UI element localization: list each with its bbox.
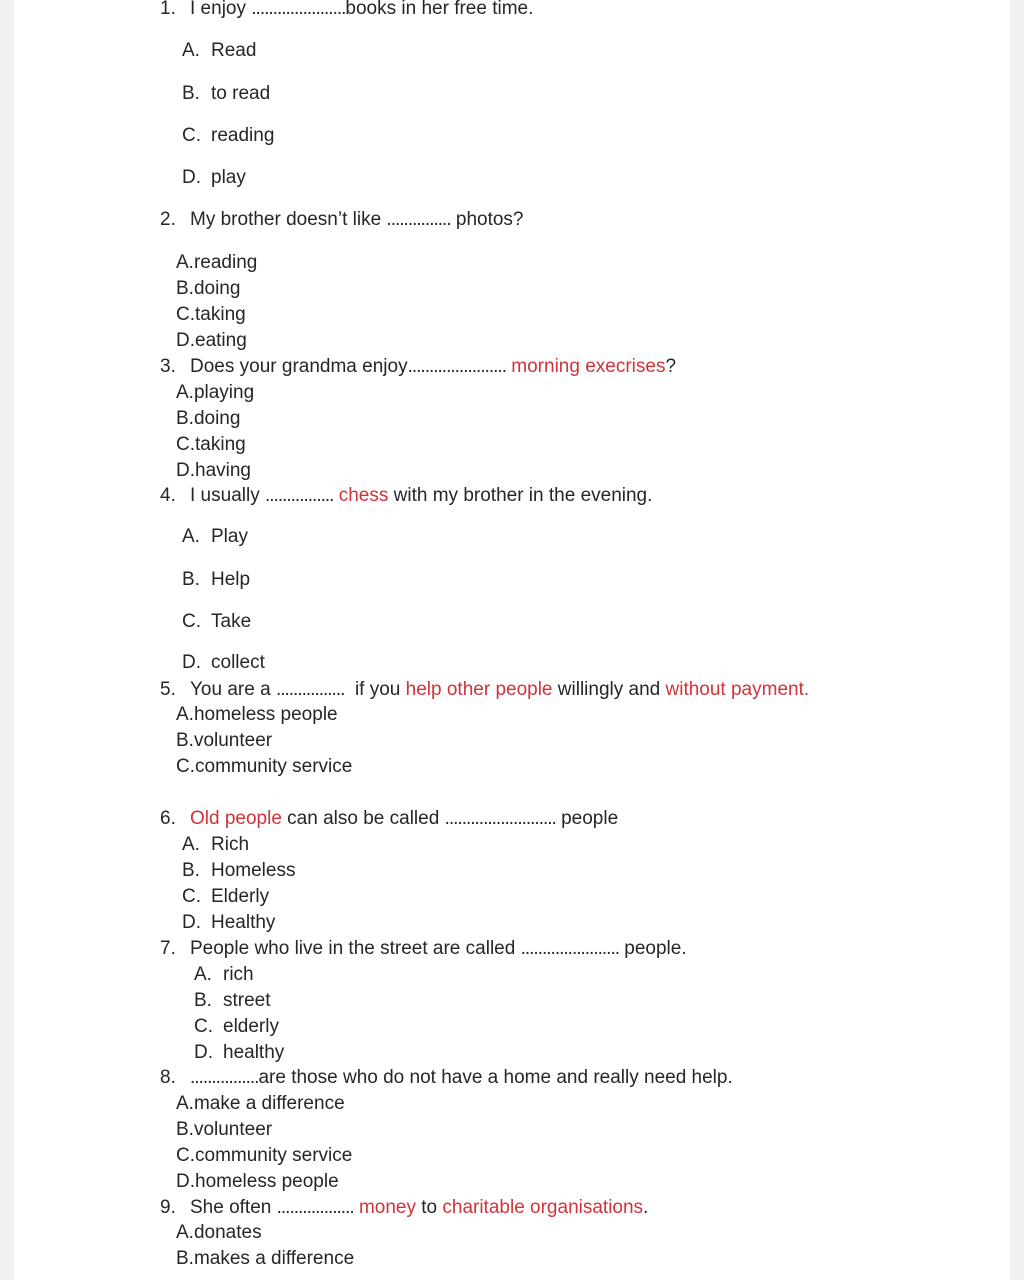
question-7: 7. People who live in the street are called ....................... people. — [160, 938, 687, 959]
question-8: 8. ................are those who do not have a home and really need help. — [160, 1067, 733, 1088]
option-a: A.homeless people — [176, 704, 338, 725]
option-b: B. Homeless — [182, 860, 296, 881]
question-2: 2. My brother doesn’t like ............... photos? — [160, 209, 524, 230]
answer-blank: ................ — [264, 485, 334, 506]
question-number: 7. — [160, 938, 176, 959]
option-c: C. elderly — [194, 1016, 279, 1037]
option-d: D.having — [176, 460, 251, 481]
option-c: C.taking — [176, 434, 246, 455]
question-9: 9. She often .................. money to charitable organisations. — [160, 1197, 649, 1218]
option-d: D.eating — [176, 330, 247, 351]
option-d: D. collect — [182, 652, 265, 673]
option-b: B.makes a difference — [176, 1248, 355, 1269]
option-b: B. street — [194, 990, 271, 1011]
option-a: A. Read — [182, 40, 257, 61]
question-number: 8. — [160, 1067, 176, 1088]
question-number: 2. — [160, 209, 176, 230]
option-b: B.doing — [176, 408, 241, 429]
option-c: C. reading — [182, 125, 275, 146]
answer-blank: ................ — [275, 679, 345, 700]
option-d: D. Healthy — [182, 912, 276, 933]
option-c: C.community service — [176, 756, 353, 777]
option-b: B. to read — [182, 83, 271, 104]
answer-blank: ....................... — [407, 356, 506, 377]
highlighted-phrase: charitable organisations — [442, 1197, 644, 1218]
option-a: A.donates — [176, 1222, 262, 1243]
highlighted-phrase: chess — [338, 485, 389, 506]
option-a: A. Rich — [182, 834, 250, 855]
question-number: 4. — [160, 485, 176, 506]
question-3: 3. Does your grandma enjoy....................... morning execrises? — [160, 356, 677, 377]
option-b: B.volunteer — [176, 730, 273, 751]
option-b: B.doing — [176, 278, 241, 299]
option-c: C.community service — [176, 1145, 353, 1166]
highlighted-phrase: morning execrises — [511, 356, 666, 377]
option-a: A. rich — [194, 964, 254, 985]
question-number: 3. — [160, 356, 176, 377]
worksheet-page — [14, 0, 1010, 1280]
option-a: A. Play — [182, 526, 248, 547]
option-c: C.taking — [176, 304, 246, 325]
answer-blank: ....................... — [520, 938, 620, 959]
option-d: D. play — [182, 167, 246, 188]
answer-blank: .......................... — [444, 808, 556, 829]
answer-blank: ............... — [386, 209, 451, 230]
highlighted-phrase: help other people — [405, 679, 553, 700]
highlighted-phrase: Old people — [190, 808, 282, 829]
highlighted-phrase: without payment. — [665, 679, 810, 700]
option-d: D.homeless people — [176, 1171, 339, 1192]
question-6: 6. Old people can also be called .......................... people — [160, 808, 619, 829]
option-d: D. healthy — [194, 1042, 285, 1063]
option-b: B. Help — [182, 569, 251, 590]
option-a: A.playing — [176, 382, 255, 403]
option-a: A.make a difference — [176, 1093, 345, 1114]
question-number: 6. — [160, 808, 176, 829]
question-number: 1. — [160, 0, 176, 19]
question-number: 5. — [160, 679, 176, 700]
option-b: B.volunteer — [176, 1119, 273, 1140]
question-4: 4. I usually ................ chess with my brother in the evening. — [160, 485, 653, 506]
question-1: 1. I enjoy ......................books in her free time. — [160, 0, 534, 19]
highlighted-phrase: money — [358, 1197, 416, 1218]
answer-blank: .................. — [276, 1197, 354, 1218]
question-5: 5. You are a ................ if you help other people willingly and without payment. — [160, 679, 810, 700]
option-a: A.reading — [176, 252, 258, 273]
option-c: C. Take — [182, 611, 252, 632]
answer-blank: ...................... — [251, 0, 346, 19]
question-number: 9. — [160, 1197, 176, 1218]
answer-blank: ................ — [190, 1067, 259, 1088]
option-c: C. Elderly — [182, 886, 270, 907]
